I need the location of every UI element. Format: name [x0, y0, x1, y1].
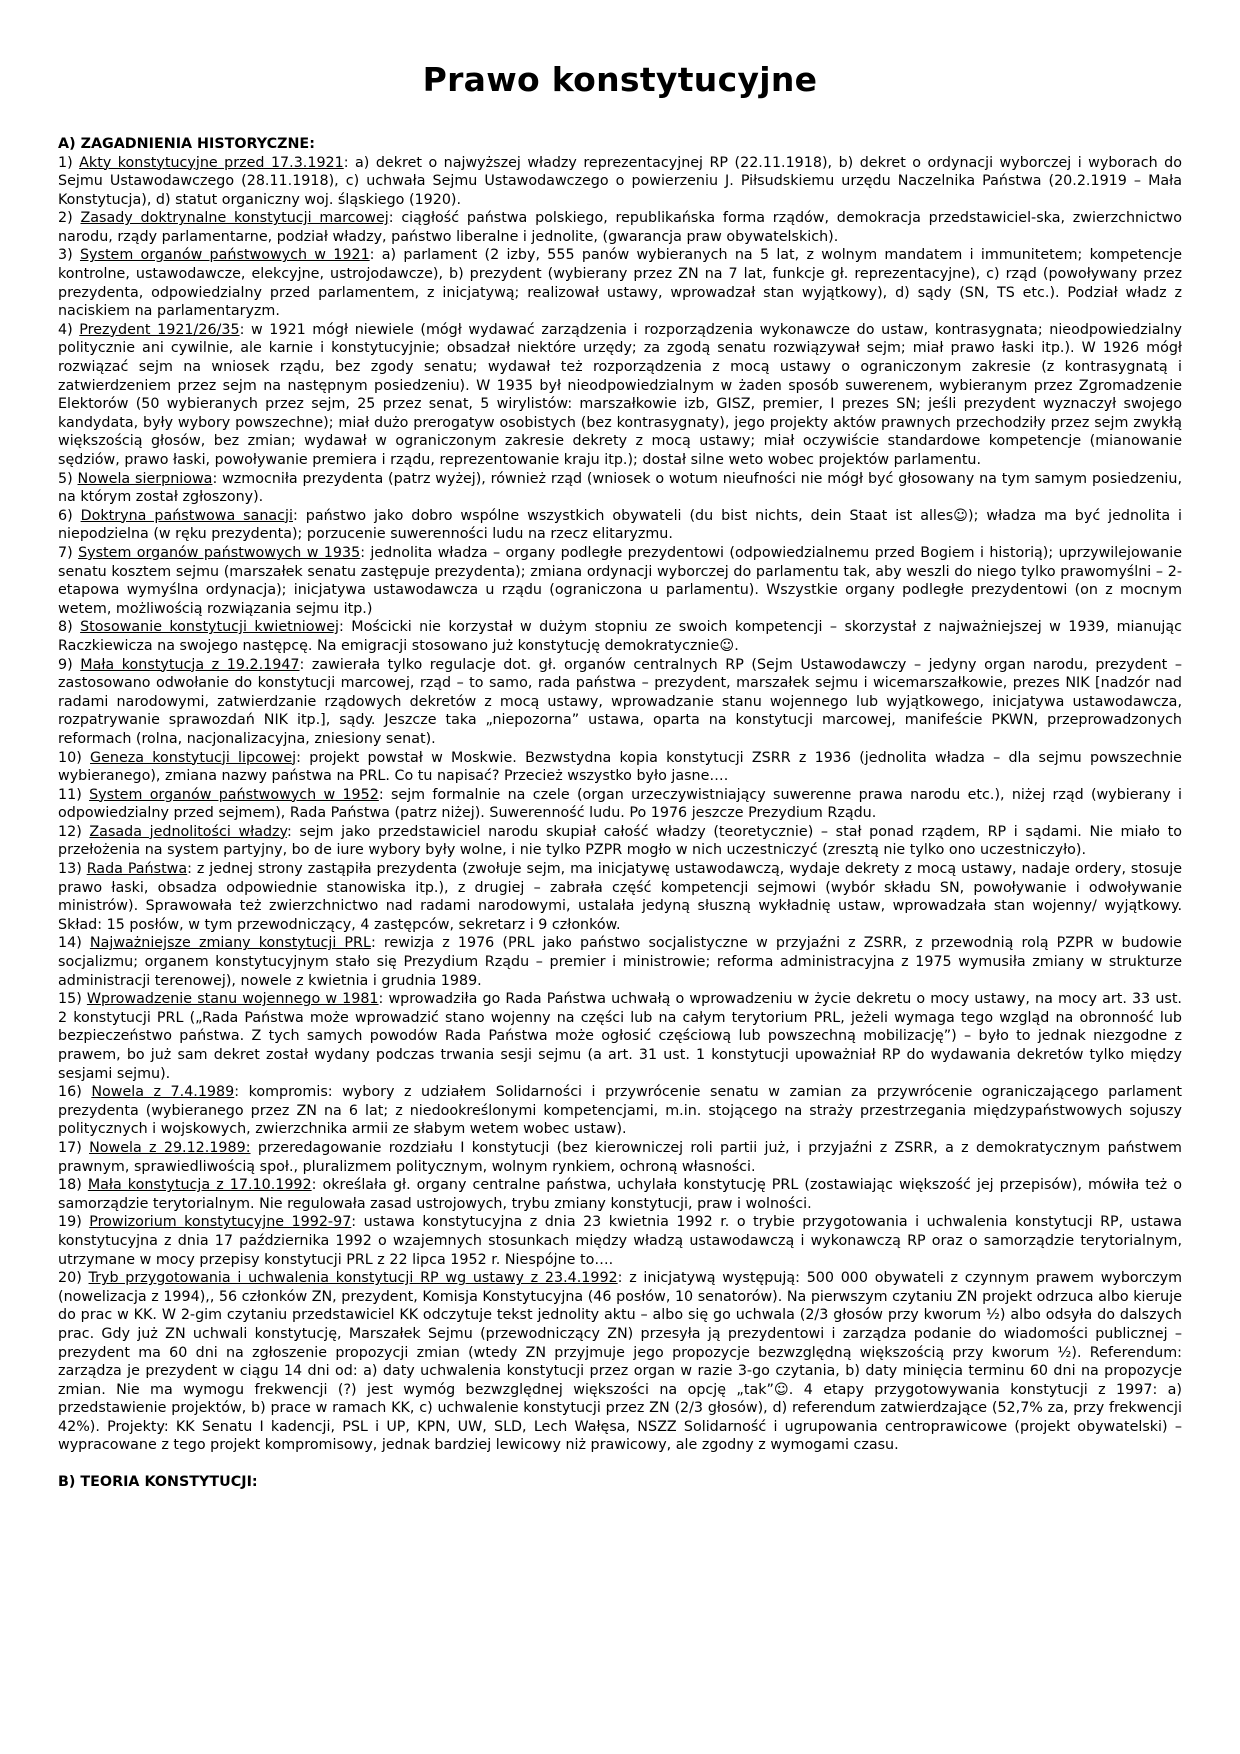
topic-number: 2) [58, 210, 81, 227]
topic-number: 3) [58, 247, 80, 264]
topic-heading: Stosowanie konstytucji kwietniowej [80, 619, 339, 636]
topic-body: : Mościcki nie korzystał w dużym stopniu ze swoich kompetencji – skorzystał z najważniejszej w 1939, mianując Raczkiewicza na swojego następcę. Na emigracji stosowano już konstytucję demokratycznie☺. [58, 619, 1183, 654]
topic-heading: Najważniejsze zmiany konstytucji PRL [89, 935, 371, 952]
topic-number: 1) [58, 154, 80, 171]
topic-paragraph [58, 507, 1182, 544]
topic-paragraph [58, 1139, 1182, 1176]
topic-number: 5) [58, 470, 78, 487]
topic-paragraph [58, 823, 1182, 860]
topic-number: 10) [58, 749, 91, 766]
topic-paragraph [58, 1213, 1182, 1269]
topic-paragraph [58, 154, 1182, 210]
topic-number: 9) [58, 656, 81, 673]
topic-body: : a) dekret o najwyższej władzy reprezentacyjnej RP (22.11.1918), b) dekret o ordynacji wyborczej i wyborach do Sejmu Ustawodawczego (28.11.1918), c) uchwała Sejmu Ustawodawczego o powierzeniu J. Piłsudskiemu urzędu Naczelnika Państwa (20.2.1919 – Mała Konstytucja), d) statut organiczny woj. śląskiego (1920). [58, 154, 1182, 208]
topic-heading: Nowela z 29.12.1989: [89, 1139, 251, 1156]
topic-body: : rewizja z 1976 (PRL jako państwo socjalistyczne w przyjaźni z ZSRR, z przewodnią rolą PZPR w budowie socjalizmu; organem konstytucyjnym stało się Prezydium Rządu – premier i ministrowie; reforma administracyjna z 1975 wymusiła zmiany w strukturze administracji terenowej), nowele z kwietnia i grudnia 1989. [58, 935, 1182, 989]
topic-paragraph [58, 860, 1182, 934]
topic-number: 20) [58, 1270, 89, 1287]
document-page [58, 58, 1182, 1492]
topic-body: : jednolita władza – organy podległe prezydentowi (odpowiedzialnemu przed Bogiem i historią); uprzywilejowanie senatu kosztem sejmu (marszałek senatu zastępuje prezydenta); zmiana ordynacji wyborczej do parlamentu tak, aby weszli do niego tylko prawomyślni – 2-etapowa wymyślna ordynacja); inicjatywa ustawodawcza u rządu (ograniczona u parlamentu). Wszystkie organy podległe prezydentowi (on z mocnym wetem, możliwością rozwiązania sejmu itp.) [58, 544, 1182, 617]
topic-paragraph [58, 321, 1182, 470]
topic-heading: Mała konstytucja z 19.2.1947 [80, 656, 300, 673]
topic-heading: Doktryna państwowa sanacji [80, 507, 293, 524]
topic-paragraph [58, 990, 1182, 1083]
topic-number: 15) [58, 991, 87, 1008]
topic-heading: Tryb przygotowania i uchwalenia konstytucji RP wg ustawy z 23.4.1992 [88, 1270, 618, 1287]
topic-heading: System organów państwowych w 1952 [89, 786, 379, 803]
topic-paragraph [58, 1269, 1182, 1455]
topic-body: : wprowadziła go Rada Państwa uchwałą o wprowadzeniu w życie dekretu o mocy ustawy, na mocy art. 33 ust. 2 konstytucji PRL („Rada Państwa może wprowadzić stano wojenny na części lub na całym terytorium PRL, jeżeli wymaga tego wzgląd na obronność lub bezpieczeństwo państwa. Z tych samych powodów Rada Państwa może ogłosić częściową lub powszechną mobilizację”) – było to jednak niezgodne z prawem, bo już sam dekret został wydany podczas trwania sesji sejmu (a art. 31 ust. 1 konstytucji upoważniał RP do wydawania dekretów tylko między sesjami sejmu). [58, 991, 1182, 1082]
topic-body: : z inicjatywą występują: 500 000 obywateli z czynnym prawem wyborczym (nowelizacja z 1994),, 56 członków ZN, prezydent, Komisja Konstytucyjna (46 posłów, 10 senatorów). Na pierwszym czytaniu ZN projekt odrzuca albo kieruje do prac w KK. W 2-gim czytaniu przedstawiciel KK odczytuje tekst jednolity aktu – albo się go uchwala (2/3 głosów przy kworum ½) albo odsyła do dalszych prac. Gdy już ZN uchwali konstytucję, Marszałek Sejmu (przewodniczący ZN) przesyła ją prezydentowi i zarządza podanie do wiadomości publicznej – prezydent ma 60 dni na zgłoszenie propozycji zmian (wtedy ZN przyjmuje jego propozycje bezwzględną większością przy kworum ½). Referendum: zarządza je prezydent w ciągu 14 dni od: a) daty uchwalenia konstytucji przez organ w razie 3-go czytania, b) daty minięcia terminu 60 dni na propozycje zmian. Nie ma wymogu frekwencji (?) jest wymóg bezwzględnej większości na opcję „tak”☺. 4 etapy przygotowywania konstytucji z 1997: a) przedstawienie projektów, b) prace w ramach KK, c) uchwalenie konstytucji przez ZN (2/3 głosów), d) referendum zatwierdzające (52,7% za, przy frekwencji 42%). Projekty: KK Senatu I kadencji, PSL i UP, KPN, UW, SLD, Lech Wałęsa, NSZZ Solidarność i ugrupowania centroprawicowe (projekt obywatelski) – wypracowane z tego projekt kompromisowy, jednak bardziej lewicowy niż prawicowy, ale zgodny z wymogami czasu. [58, 1270, 1182, 1454]
topic-body: : ustawa konstytucyjna z dnia 23 kwietnia 1992 r. o trybie przygotowania i uchwalenia konstytucji RP, ustawa konstytucyjna z dnia 17 października 1992 o wzajemnych stosunkach między władzą ustawodawczą i wykonawczą RP oraz o samorządzie terytorialnym, utrzymane w mocy przepisy konstytucji PRL z 22 lipca 1952 r. Niespójne to…. [58, 1214, 1182, 1268]
topic-heading: Geneza konstytucji lipcowej [90, 749, 297, 766]
section-heading-historical: A) ZAGADNIENIA HISTORYCZNE: [58, 136, 315, 152]
topic-heading: Mała konstytucja z 17.10.1992 [87, 1177, 312, 1194]
topic-heading: Prezydent 1921/26/35 [79, 321, 240, 338]
topic-heading: Nowela z 7.4.1989 [91, 1084, 235, 1101]
topic-heading: Rada Państwa [86, 861, 188, 878]
topic-number: 4) [58, 321, 80, 338]
topic-number: 19) [58, 1214, 90, 1231]
section-heading-theory: B) TEORIA KONSTYTUCJI: [58, 1474, 258, 1491]
topic-number: 18) [58, 1177, 88, 1194]
topic-body: : w 1921 mógł niewiele (mógł wydawać zarządzenia i rozporządzenia wykonawcze do ustaw, kontrasygnata; nieodpowiedzialny politycznie ani cywilnie, ale karnie i konstytucyjnie; obsadzał niektóre urzędy; za zgodą senatu rozwiązywał sejm; miał prawo łaski itp.). W 1926 mógł rozwiązać sejm na wniosek rządu, bez zgody senatu; wydawał też rozporządzenia z mocą ustawy o ograniczonym zakresie (z kontrasygnatą i zatwierdzeniem przez sejm na następnym posiedzeniu). W 1935 był nieodpowiedzialnym w żaden sposób suwerenem, wybieranym przez Zgromadzenie Elektorów (50 wybieranych przez sejm, 25 przez senat, 5 wirylistów: marszałkowie izb, GISZ, premier, I prezes SN; jeśli prezydent wyznaczył swojego kandydata, były wybory powszechne); miał dużo prerogatyw osobistych (bez kontrasygnaty), jego projekty aktów prawnych przechodziły przez sejm zwykłą większością głosów, bez zmian; wydawał w ograniczonym zakresie dekrety z mocą ustawy; miał oczywiście standardowe kompetencje (mianowanie sędziów, prawo łaski, powoływanie premiera i rządu, reprezentowanie kraju itp.); dostał silne weto wobec projektów parlamentu. [58, 321, 1182, 468]
topic-paragraph [58, 544, 1182, 618]
topic-number: 13) [58, 861, 87, 878]
topic-heading: Wprowadzenie stanu wojennego w 1981 [86, 991, 379, 1008]
topic-number: 14) [58, 935, 90, 952]
topic-body: : kompromis: wybory z udziałem Solidarności i przywrócenie senatu w zamian za przywrócenie ograniczającego parlament prezydenta (wybieranego przez ZN na 6 lat; z niedookreślonymi kompetencjami, m.in. stojącego na straży przestrzegania międzypaństwowych sojuszy politycznych i wojskowych, zwierzchnika armii ze słabym wetem wobec ustaw). [58, 1084, 1182, 1138]
topic-paragraph [58, 209, 1182, 246]
topic-number: 11) [58, 786, 90, 803]
topic-number: 7) [58, 544, 79, 561]
topic-number: 16) [58, 1084, 92, 1101]
topic-paragraph [58, 786, 1182, 823]
topic-body: : sejm formalnie na czele (organ urzeczywistniający suwerenne prawa narodu etc.), niżej rząd (wybierany i odpowiedzialny przed sejmem), Rada Państwa (patrz niżej). Suwerenność ludu. Po 1976 jeszcze Prezydium Rządu. [58, 786, 1182, 822]
topic-body: : projekt powstał w Moskwie. Bezwstydna kopia konstytucji ZSRR z 1936 (jednolita władza – dla sejmu powszechnie wybieranego), zmiana nazwy państwa na PRL. Co tu napisać? Przecież wszystko było jasne…. [58, 749, 1182, 785]
spacer [58, 1455, 1182, 1473]
topic-body: : ciągłość państwa polskiego, republikańska forma rządów, demokracja przedstawiciel-ska, zwierzchnictwo narodu, rządy parlamentarne, podział władzy, państwo liberalne i jednolite, (gwarancja praw obywatelskich). [58, 210, 1182, 245]
topic-heading: Prowizorium konstytucyjne 1992-97 [89, 1214, 352, 1231]
topic-number: 6) [58, 507, 81, 524]
topic-paragraph [58, 749, 1182, 786]
topic-heading: System organów państwowych w 1935 [78, 544, 361, 561]
topic-paragraph [58, 470, 1182, 507]
topic-heading: Nowela sierpniowa [77, 470, 213, 487]
topic-number: 12) [58, 823, 90, 840]
topic-body: : z jednej strony zastąpiła prezydenta (zwołuje sejm, ma inicjatywę ustawodawczą, wydaje dekrety z mocą ustawy, nadaje ordery, stosuje prawo łaski, obsadza odpowiednie stanowiska itp.), z drugiej – zabrała część kompetencji sejmowi (wybór składu SN, powoływanie i odwoływanie ministrów). Sprawowała też zwierzchnictwo nad radami narodowymi, ustalała jedyną słuszną wykładnię ustaw, wprowadzała stan wojenny/ wyjątkowy. Skład: 15 posłów, w tym przewodniczący, 4 zastępców, sekretarz i 9 członków. [58, 861, 1182, 933]
topic-body: : wzmocniła prezydenta (patrz wyżej), również rząd (wniosek o wotum nieufności nie mógł być głosowany na tym samym posiedzeniu, na którym został zgłoszony). [58, 470, 1182, 506]
topic-paragraph [58, 1176, 1182, 1213]
topic-body: : a) parlament (2 izby, 555 panów wybieranych na 5 lat, z wolnym mandatem i immunitetem; kompetencje kontrolne, ustawodawcze, elekcyjne, ustrojodawcze), b) prezydent (wybierany przez ZN na 7 lat, funkcje gł. reprezentacyjne), c) rząd (powoływany przez prezydenta, odpowiedzialny przed parlamentem, z inicjatywą; realizował ustawy, wprowadzał stan wyjątkowy), d) sądy (SN, TS etc.). Podział władz z naciskiem na parlamentaryzm. [58, 247, 1183, 320]
topic-body: : zawierała tylko regulacje dot. gł. organów centralnych RP (Sejm Ustawodawczy – jedyny organ narodu, prezydent – zastosowano odwołanie do konstytucji marcowej, rząd – to samo, rada państwa – prezydent, marszałek sejmu i wicemarszałkowie, prezes NIK [nadzór nad radami narodowymi, zatwierdzanie rządowych dekretów z mocą ustawy, wprowadzanie stanu wojennego lub wyjątkowego, inicjatywa ustawodawcza, rozpatrywanie sprawozdań NIK itp.], sądy. Jeszcze taka „niepozorna” ustawa, oparta na konstytucji marcowej, manifeście PKWN, przeprowadzonych reformach (rolna, nacjonalizacyjna, zniesiony senat). [58, 656, 1182, 747]
topic-heading: Zasady doktrynalne konstytucji marcowej [80, 210, 389, 227]
topic-number: 8) [58, 619, 81, 636]
historical-topics-list [58, 154, 1182, 1456]
topic-number: 17) [58, 1139, 90, 1156]
topic-paragraph [58, 656, 1182, 749]
topic-heading: Zasada jednolitości władzy [89, 823, 287, 840]
topic-body: : sejm jako przedstawiciel narodu skupiał całość władzy (teoretycznie) – stał ponad rządem, RP i sądami. Nie miało to przełożenia na system partyjny, bo de iure wybory były wolne, i nie tylko PZPR mogło w nich uczestniczyć (zresztą nie tylko ono uczestniczyło). [58, 823, 1182, 859]
topic-paragraph [58, 1083, 1182, 1139]
topic-body: przeredagowanie rozdziału I konstytucji (bez kierowniczej roli partii już, i przyjaźni z ZSRR, a z demokratycznym państwem prawnym, sprawiedliwością społ., pluralizmem politycznym, wolnym rynkiem, ochroną własności. [58, 1139, 1182, 1175]
topic-heading: Akty konstytucyjne przed 17.3.1921 [79, 154, 344, 171]
topic-paragraph [58, 246, 1182, 320]
topic-body: : państwo jako dobro wspólne wszystkich obywateli (du bist nichts, dein Staat ist alles☺); władza ma być jednolita i niepodzielna (w ręku prezydenta); porzucenie suwerenności ludu na rzecz elitaryzmu. [58, 507, 1183, 543]
topic-paragraph [58, 934, 1182, 990]
document-title: Prawo konstytucyjne [422, 60, 818, 99]
topic-paragraph [58, 618, 1182, 655]
topic-body: : określała gł. organy centralne państwa, uchylała konstytucję PRL (zostawiając większość jej przepisów), mówiła też o samorządzie terytorialnym. Nie regulowała zasad ustrojowych, trybu zmiany konstytucji, praw i wolności. [58, 1177, 1182, 1212]
topic-heading: System organów państwowych w 1921 [79, 247, 370, 264]
